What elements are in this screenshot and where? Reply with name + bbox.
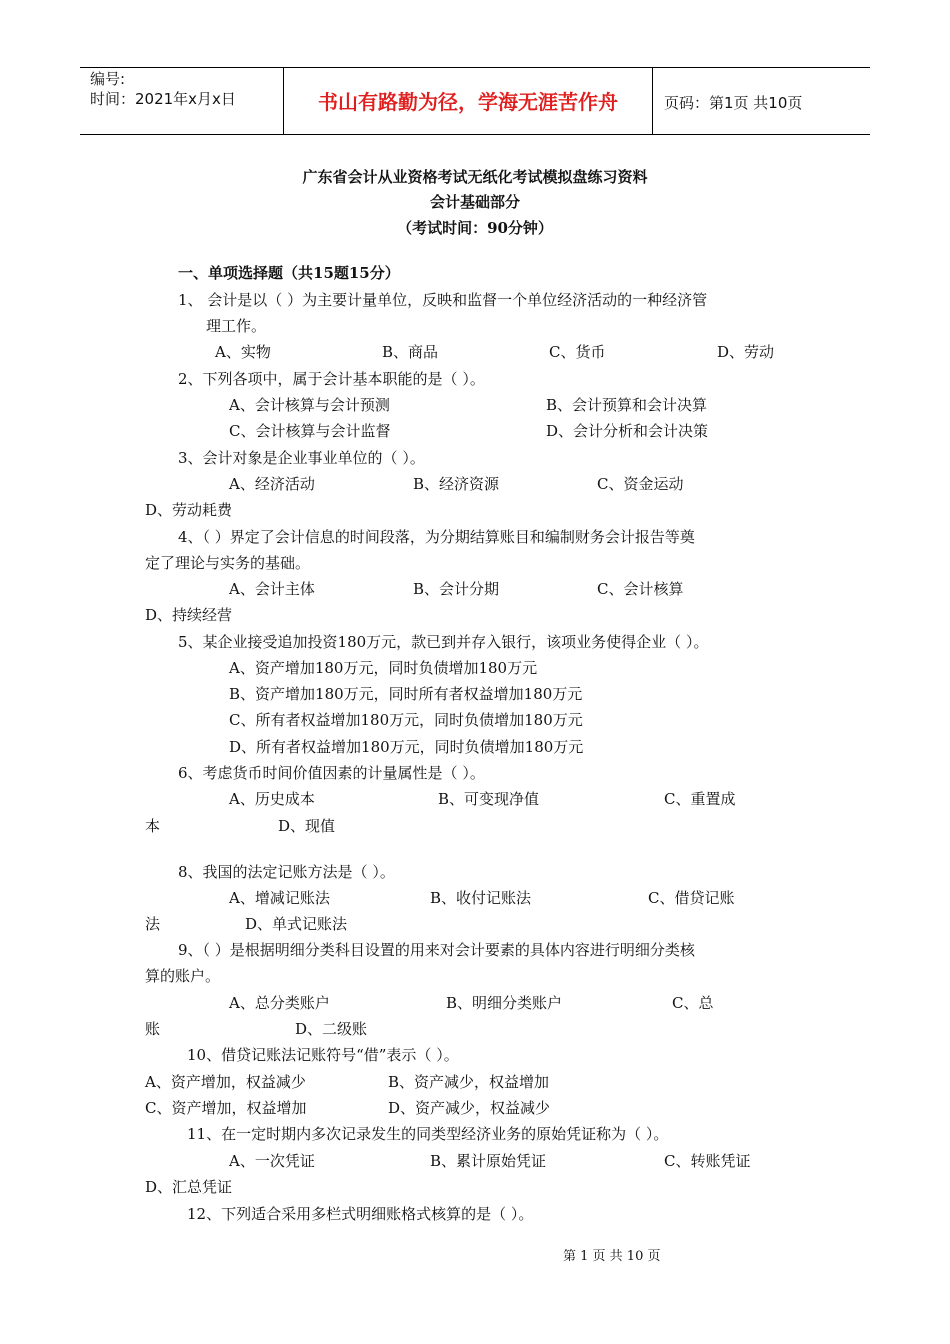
- question-3-option-d: D、劳动耗费: [145, 501, 233, 519]
- question-1-option-d: D、劳动: [717, 343, 775, 361]
- question-6-option-c-cont: 本: [145, 817, 161, 835]
- question-11-option-a: A、一次凭证: [229, 1152, 315, 1170]
- doc-subtitle: 会计基础部分: [429, 193, 520, 211]
- question-1-option-c: C、货币: [549, 343, 606, 361]
- question-2-option-d: D、会计分析和会计决策: [546, 422, 709, 440]
- question-2-option-a: A、会计核算与会计预测: [229, 396, 390, 414]
- question-5-option-c: C、所有者权益增加180万元，同时负债增加180万元: [229, 711, 583, 729]
- page-footer: 第 1 页 共 10 页: [563, 1249, 661, 1264]
- question-9-stem: 9、（ ）是根据明细分类科目设置的用来对会计要素的具体内容进行明细分类核: [178, 941, 695, 959]
- question-3-option-b: B、经济资源: [413, 475, 500, 493]
- question-3-option-c: C、资金运动: [597, 475, 684, 493]
- question-8-option-b: B、收付记账法: [430, 889, 532, 907]
- question-11-option-d: D、汇总凭证: [145, 1178, 233, 1196]
- question-9-option-d: D、二级账: [295, 1020, 368, 1038]
- header-bottom-rule: [80, 134, 870, 135]
- header-motto: 书山有路勤为径，学海无涯苦作舟: [318, 90, 618, 114]
- question-8-option-a: A、增减记账法: [229, 889, 330, 907]
- question-9-stem-cont: 算的账户。: [145, 967, 221, 985]
- question-5-option-a: A、资产增加180万元，同时负债增加180万元: [229, 659, 538, 677]
- question-6-option-b: B、可变现净值: [438, 790, 540, 808]
- question-1-stem: 1、 会计是以（ ）为主要计量单位，反映和监督一个单位经济活动的一种经济管: [178, 291, 708, 309]
- question-9-option-b: B、明细分类账户: [446, 994, 563, 1012]
- question-4-option-d: D、持续经营: [145, 606, 233, 624]
- question-8-stem: 8、我国的法定记账方法是（ ）。: [178, 863, 395, 881]
- question-4-option-c: C、会计核算: [597, 580, 684, 598]
- question-5-option-b: B、资产增加180万元，同时所有者权益增加180万元: [229, 685, 583, 703]
- question-8-option-d: D、单式记账法: [245, 915, 348, 933]
- question-10-option-b: B、资产减少，权益增加: [388, 1073, 550, 1091]
- question-5-stem: 5、某企业接受追加投资180万元，款已到并存入银行，该项业务使得企业（ ）。: [178, 633, 709, 651]
- question-3-option-a: A、经济活动: [229, 475, 315, 493]
- question-2-option-c: C、会计核算与会计监督: [229, 422, 391, 440]
- question-10-option-c: C、资产增加，权益增加: [145, 1099, 307, 1117]
- question-5-option-d: D、所有者权益增加180万元，同时负债增加180万元: [229, 738, 584, 756]
- header-page-info: 页码：第1页 共10页: [664, 94, 803, 112]
- question-2-stem: 2、下列各项中，属于会计基本职能的是（ ）。: [178, 370, 485, 388]
- question-1-option-a: A、实物: [215, 343, 271, 361]
- doc-title: 广东省会计从业资格考试无纸化考试模拟盘练习资料: [302, 168, 648, 186]
- question-4-option-a: A、会计主体: [229, 580, 315, 598]
- doc-number-label: 编号:: [90, 70, 126, 88]
- question-10-option-d: D、资产减少，权益减少: [388, 1099, 551, 1117]
- question-4-stem: 4、（ ）界定了会计信息的时间段落，为分期结算账目和编制财务会计报告等奠: [178, 528, 695, 546]
- question-6-option-a: A、历史成本: [229, 790, 315, 808]
- question-11-stem: 11、在一定时期内多次记录发生的同类型经济业务的原始凭证称为（ ）。: [187, 1125, 669, 1143]
- question-11-option-c: C、转账凭证: [664, 1152, 751, 1170]
- question-4-option-b: B、会计分期: [413, 580, 500, 598]
- question-10-stem: 10、借贷记账法记账符号“借”表示（ ）。: [187, 1046, 459, 1064]
- question-1-option-b: B、商品: [382, 343, 439, 361]
- question-1-stem-cont: 理工作。: [206, 317, 267, 335]
- question-11-option-b: B、累计原始凭证: [430, 1152, 547, 1170]
- question-9-option-c-cont: 账: [145, 1020, 161, 1038]
- question-6-option-c: C、重置成: [664, 790, 736, 808]
- doc-time-label: 时间：2021年x月x日: [90, 90, 236, 108]
- question-6-option-d: D、现值: [278, 817, 336, 835]
- question-12-stem: 12、下列适合采用多栏式明细账格式核算的是（ ）。: [187, 1205, 534, 1223]
- question-4-stem-cont: 定了理论与实务的基础。: [145, 554, 311, 572]
- question-3-stem: 3、会计对象是企业事业单位的（ ）。: [178, 449, 425, 467]
- question-6-stem: 6、考虑货币时间价值因素的计量属性是（ ）。: [178, 764, 485, 782]
- question-10-option-a: A、资产增加，权益减少: [145, 1073, 306, 1091]
- question-8-option-c-cont: 法: [145, 915, 161, 933]
- question-2-option-b: B、会计预算和会计决算: [546, 396, 708, 414]
- question-9-option-c: C、总: [672, 994, 714, 1012]
- question-9-option-a: A、总分类账户: [229, 994, 330, 1012]
- doc-exam-time: （考试时间：90分钟）: [397, 219, 553, 237]
- section-heading: 一、单项选择题（共15题15分）: [178, 264, 400, 282]
- question-8-option-c: C、借贷记账: [648, 889, 735, 907]
